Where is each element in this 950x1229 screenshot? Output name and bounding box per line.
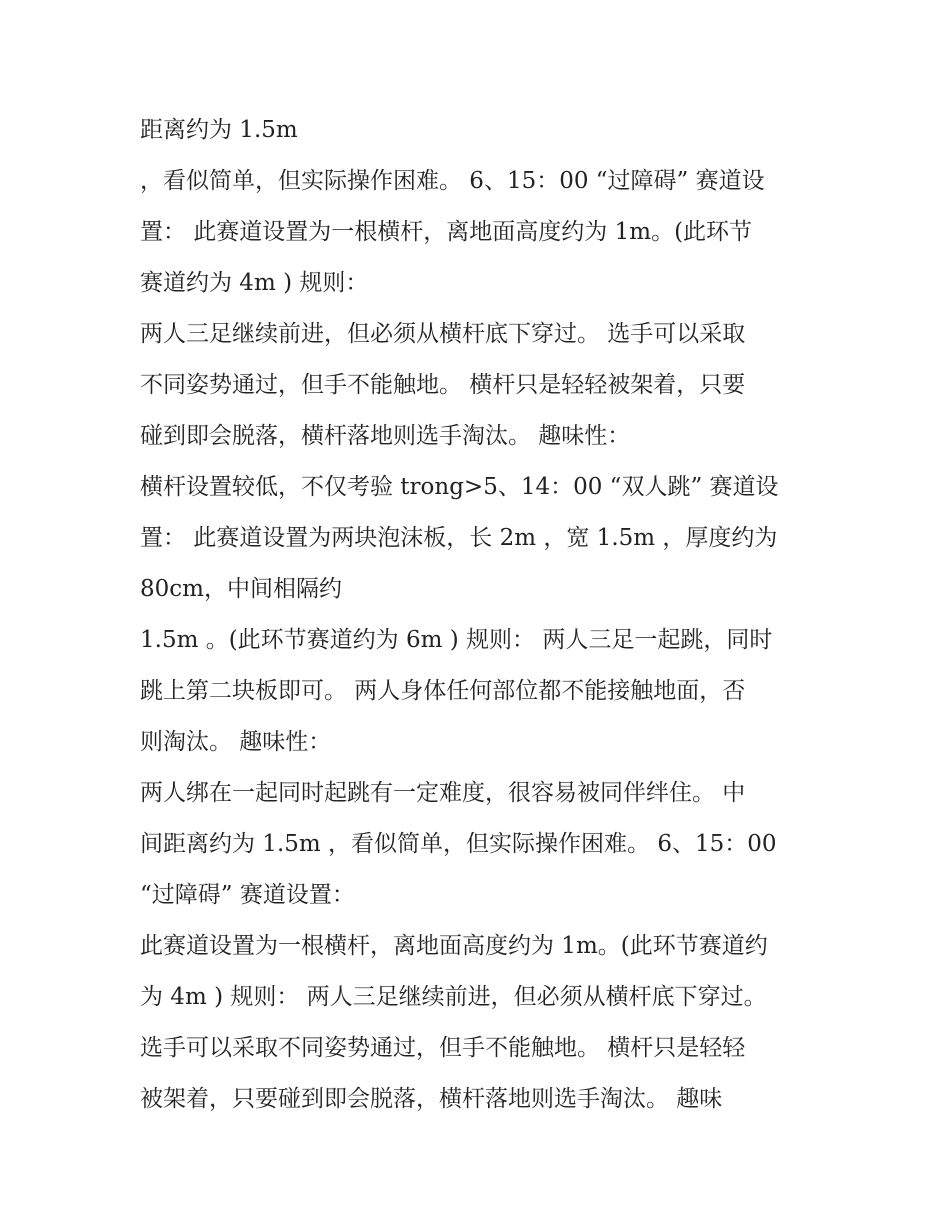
text-line: 跳上第二块板即可。 两人身体任何部位都不能接触地面，否 bbox=[140, 678, 746, 704]
text-line: 间距离约为 1.5m ，看似简单，但实际操作困难。 6、15：00 bbox=[140, 831, 777, 857]
text-line: 此赛道设置为一根横杆，离地面高度约为 1m。(此环节赛道约 bbox=[140, 933, 768, 959]
text-line: 则淘汰。 趣味性： bbox=[140, 729, 332, 755]
text-line: 为 4m ) 规则： 两人三足继续前进，但必须从横杆底下穿过。 bbox=[140, 984, 767, 1010]
text-line: 被架着，只要碰到即会脱落，横杆落地则选手淘汰。 趣味 bbox=[140, 1086, 723, 1112]
text-line: 不同姿势通过，但手不能触地。 横杆只是轻轻被架着，只要 bbox=[140, 372, 746, 398]
text-line: 碰到即会脱落，横杆落地则选手淘汰。 趣味性： bbox=[140, 423, 631, 449]
text-line: “过障碍” 赛道设置： bbox=[140, 882, 355, 908]
document-body bbox=[140, 110, 820, 1130]
text-line: 两人三足继续前进，但必须从横杆底下穿过。 选手可以采取 bbox=[140, 321, 746, 347]
text-line: 赛道约为 4m ) 规则： bbox=[140, 270, 369, 296]
text-line: ，看似简单，但实际操作困难。 6、15：00 “过障碍” 赛道设 bbox=[140, 168, 765, 194]
text-line: 80cm，中间相隔约 bbox=[140, 576, 342, 602]
text-line: 选手可以采取不同姿势通过，但手不能触地。 横杆只是轻轻 bbox=[140, 1035, 746, 1061]
text-line: 置： 此赛道设置为两块泡沫板，长 2m ，宽 1.5m ，厚度约为 bbox=[140, 525, 778, 551]
text-line: 距离约为 1.5m bbox=[140, 117, 298, 143]
text-line: 1.5m 。(此环节赛道约为 6m ) 规则： 两人三足一起跳，同时 bbox=[140, 627, 773, 653]
text-line: 置： 此赛道设置为一根横杆，离地面高度约为 1m。(此环节 bbox=[140, 219, 753, 245]
text-line: 两人绑在一起同时起跳有一定难度，很容易被同伴绊住。 中 bbox=[140, 780, 746, 806]
text-line: 横杆设置较低，不仅考验 trong>5、14：00 “双人跳” 赛道设 bbox=[140, 474, 779, 500]
